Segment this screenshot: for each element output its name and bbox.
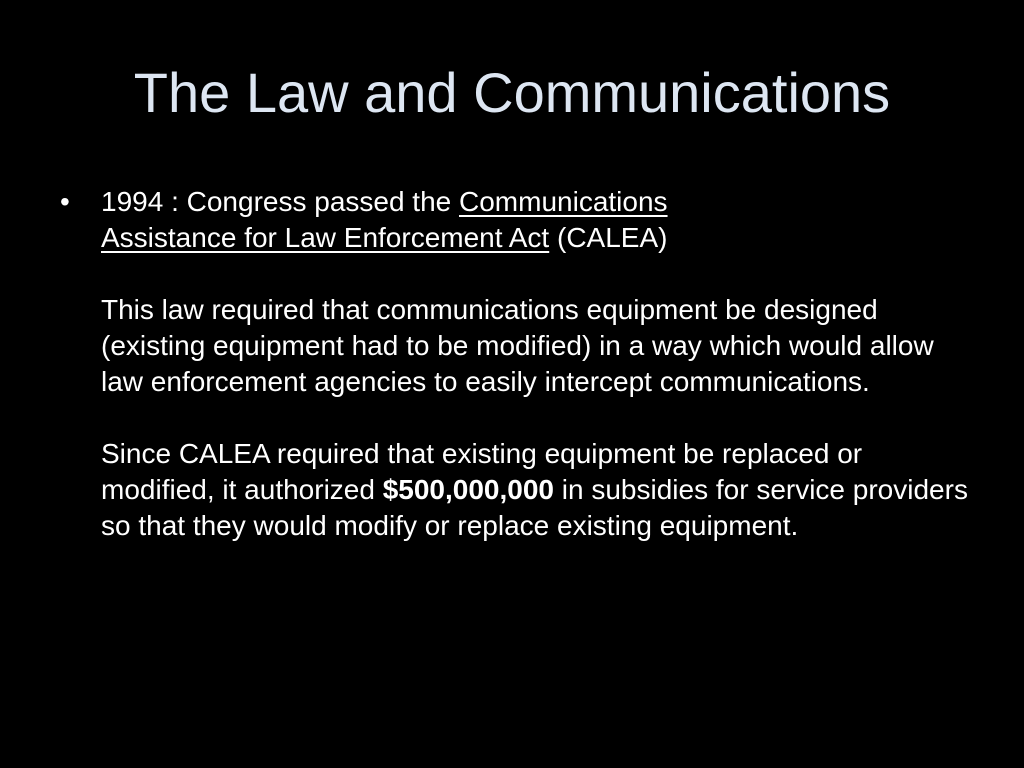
bullet-dot-icon: •: [60, 186, 70, 217]
subsidy-amount: $500,000,000: [382, 474, 554, 505]
calea-act-link-line1[interactable]: Communications: [459, 186, 668, 217]
paragraph-gap: [101, 400, 980, 436]
subsidy-paragraph: [101, 436, 980, 544]
act-abbreviation: (CALEA): [549, 222, 668, 253]
intro-text: 1994 : Congress passed the: [101, 186, 460, 217]
paragraph-gap: [101, 256, 980, 292]
calea-act-link-line2[interactable]: Assistance for Law Enforcement Act: [101, 222, 550, 253]
law-description-paragraph: This law required that communications equipment be designed (existing equipment had to be modified) in a way which would allow law enforcement agencies to easily intercept communications.: [101, 294, 934, 397]
bullet-content: [101, 184, 980, 544]
calea-intro-paragraph: [101, 184, 980, 256]
subsidy-text-before: Since CALEA required that existing equipment be replaced or modified, it authorized: [101, 438, 863, 505]
slide-body: [60, 184, 980, 544]
bullet-item: [60, 184, 980, 544]
slide-title: The Law and Communications: [133, 61, 891, 124]
subsidy-text-after: in subsidies for service providers so that they would modify or replace existing equipment.: [101, 474, 968, 541]
